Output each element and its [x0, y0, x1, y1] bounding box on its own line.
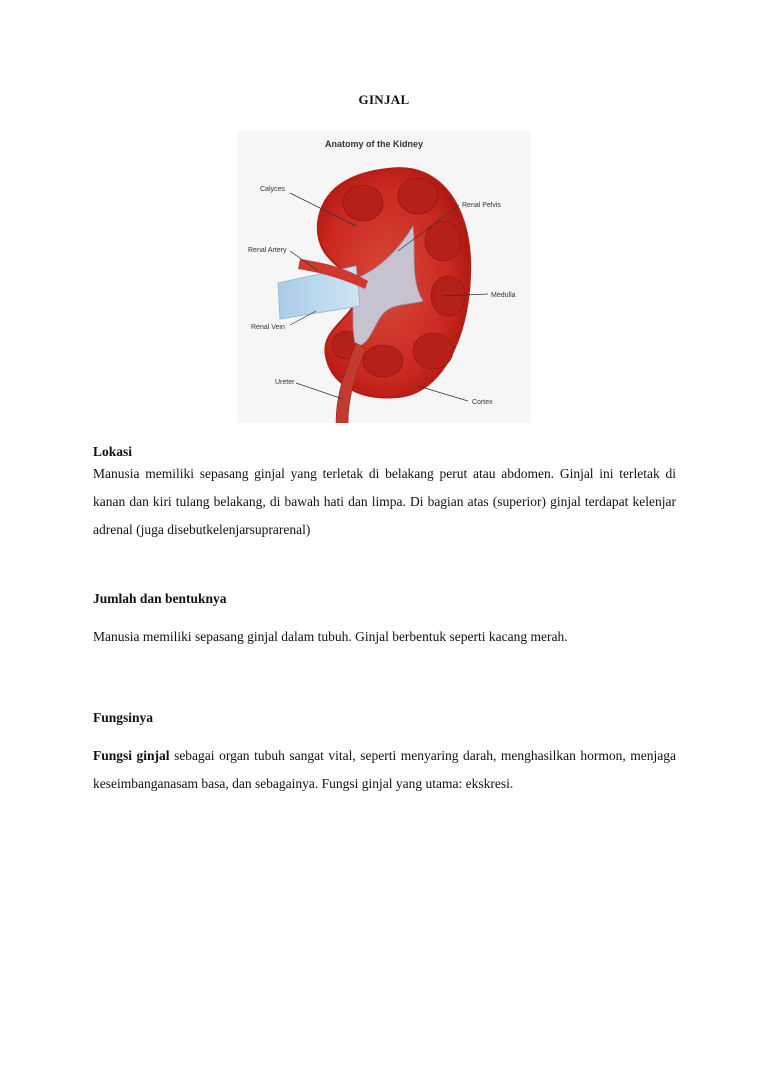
kidney-anatomy-figure [238, 131, 530, 423]
label-renal-pelvis: Renal Pelvis [462, 202, 501, 209]
label-cortex: Cortex [472, 399, 493, 406]
label-calyces: Calyces [260, 186, 285, 193]
page-title: GINJAL [358, 92, 410, 107]
label-renal-vein: Renal Vein [251, 324, 285, 331]
section-body-fungsinya [93, 742, 676, 798]
section-heading-jumlah-dan-bentuknya: Jumlah dan bentuknya [93, 591, 227, 606]
section-heading-fungsinya: Fungsinya [93, 710, 154, 725]
section-heading-lokasi: Lokasi [93, 444, 133, 459]
kidney-illustration [238, 131, 530, 423]
label-renal-artery: Renal Artery [248, 247, 287, 254]
label-medulla: Medulla [491, 292, 516, 299]
fungsi-ginjal-bold-term: Fungsi ginjal [93, 748, 170, 763]
figure-title: Anatomy of the Kidney [325, 139, 424, 149]
section-body-jumlah-dan-bentuknya: Manusia memiliki sepasang ginjal dalam tubuh. Ginjal berbentuk seperti kacang merah. [93, 629, 568, 644]
section-body-lokasi: Manusia memiliki sepasang ginjal yang terletak di belakang perut atau abdomen. Ginjal ini terletak di kanan dan kiri tulang belakang, di bawah hati dan limpa. Di bagian atas (superior) ginjal terdapat kelenjar adrenal (juga disebutkelenjarsuprarenal) [93, 466, 676, 537]
fungsinya-body-text: sebagai organ tubuh sangat vital, seperti menyaring darah, menghasilkan hormon, menjaga keseimbanganasam basa, dan sebagainya. Fungsi ginjal yang utama: ekskresi. [93, 748, 676, 791]
label-ureter: Ureter [275, 379, 295, 386]
